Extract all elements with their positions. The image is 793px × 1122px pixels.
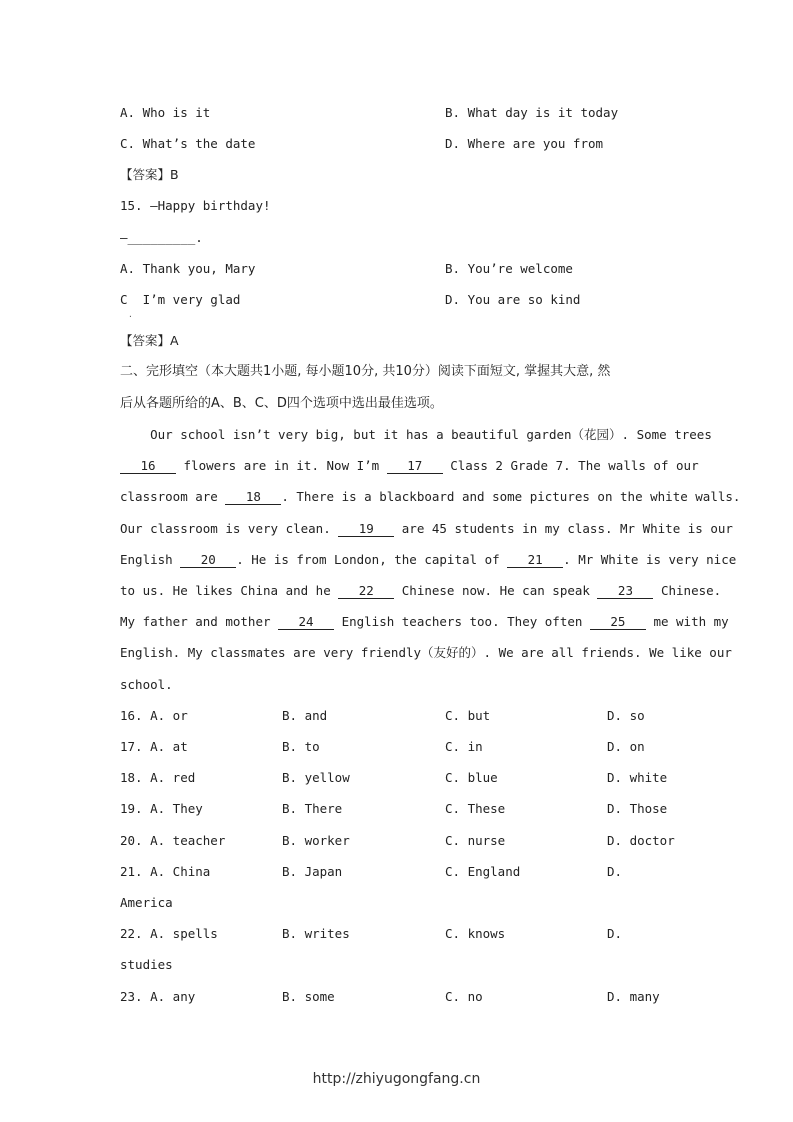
q15-option-d: D. You are so kind [445,292,581,307]
section-heading-line1: 二、完形填空（本大题共1小题, 每小题10分, 共10分）阅读下面短文, 掌握其大意, 然 [120,364,611,379]
passage-line-3: classroom are 18 . There is a blackboard and some pictures on the white walls. [120,489,741,504]
passage-line-7: My father and mother 24 English teachers too. They often 25 me with my [120,614,729,629]
blank-24[interactable]: 24 [278,615,334,630]
q17-option-a: 17. A. at [120,739,188,754]
q23-option-d: D. many [607,989,660,1004]
q20-option-a: 20. A. teacher [120,833,226,848]
q16-option-a: 16. A. or [120,708,188,723]
q21-option-d-wrap: America [120,895,173,910]
blank-17[interactable]: 17 [387,459,443,474]
stray-dot: · [128,312,133,321]
blank-22[interactable]: 22 [338,584,394,599]
q18-option-b: B. yellow [282,770,350,785]
q16-option-d: D. so [607,708,645,723]
blank-16[interactable]: 16 [120,459,176,474]
q15-reply: —_________. [120,230,203,245]
q14-option-d: D. Where are you from [445,136,604,151]
blank-19[interactable]: 19 [338,522,394,537]
q18-option-c: C. blue [445,770,498,785]
q23-option-b: B. some [282,989,335,1004]
q14-option-a: A. Who is it [120,105,211,120]
q21-option-a: 21. A. China [120,864,211,879]
blank-20[interactable]: 20 [180,553,236,568]
blank-21[interactable]: 21 [507,553,563,568]
q18-option-a: 18. A. red [120,770,196,785]
q15-option-a: A. Thank you, Mary [120,261,256,276]
q15-option-c: C I’m very glad [120,292,241,307]
q22-option-a: 22. A. spells [120,926,218,941]
q15-answer: 【答案】A [120,333,179,348]
q16-option-c: C. but [445,708,491,723]
q17-option-c: C. in [445,739,483,754]
q19-option-a: 19. A. They [120,801,203,816]
q21-option-c: C. England [445,864,521,879]
passage-line-9: school. [120,677,173,692]
q22-option-d: D. [607,926,623,941]
q15-stem: 15. —Happy birthday! [120,198,271,213]
passage-line-2: 16 flowers are in it. Now I’m 17 Class 2 Grade 7. The walls of our [120,458,699,474]
q18-option-d: D. white [607,770,668,785]
passage-line-6: to us. He likes China and he 22 Chinese now. He can speak 23 Chinese. [120,583,722,598]
q15-option-b: B. You’re welcome [445,261,573,276]
q14-answer: 【答案】B [120,167,179,182]
passage-line-4: Our classroom is very clean. 19 are 45 students in my class. Mr White is our [120,521,733,536]
passage-line-1: Our school isn’t very big, but it has a beautiful garden（花园）. Some trees [120,427,712,442]
q19-option-c: C. These [445,801,506,816]
q23-option-a: 23. A. any [120,989,196,1004]
passage-line-8: English. My classmates are very friendly（友好的）. We are all friends. We like our [120,645,732,660]
q16-option-b: B. and [282,708,328,723]
q22-option-d-wrap: studies [120,957,173,972]
q20-option-c: C. nurse [445,833,506,848]
q22-option-c: C. knows [445,926,506,941]
q22-option-b: B. writes [282,926,350,941]
q19-option-b: B. There [282,801,343,816]
q14-option-b: B. What day is it today [445,105,619,120]
q17-option-b: B. to [282,739,320,754]
q19-option-d: D. Those [607,801,668,816]
section-heading-line2: 后从各题所给的A、B、C、D四个选项中选出最佳选项。 [120,396,443,411]
q21-option-b: B. Japan [282,864,343,879]
q14-option-c: C. What’s the date [120,136,256,151]
passage-line-5: English 20 . He is from London, the capital of 21 . Mr White is very nice [120,552,737,567]
q21-option-d: D. [607,864,623,879]
blank-23[interactable]: 23 [597,584,653,599]
blank-18[interactable]: 18 [225,490,281,505]
q20-option-b: B. worker [282,833,350,848]
footer-url[interactable]: http://zhiyugongfang.cn [312,1071,481,1087]
q20-option-d: D. doctor [607,833,675,848]
q23-option-c: C. no [445,989,483,1004]
blank-25[interactable]: 25 [590,615,646,630]
q17-option-d: D. on [607,739,645,754]
